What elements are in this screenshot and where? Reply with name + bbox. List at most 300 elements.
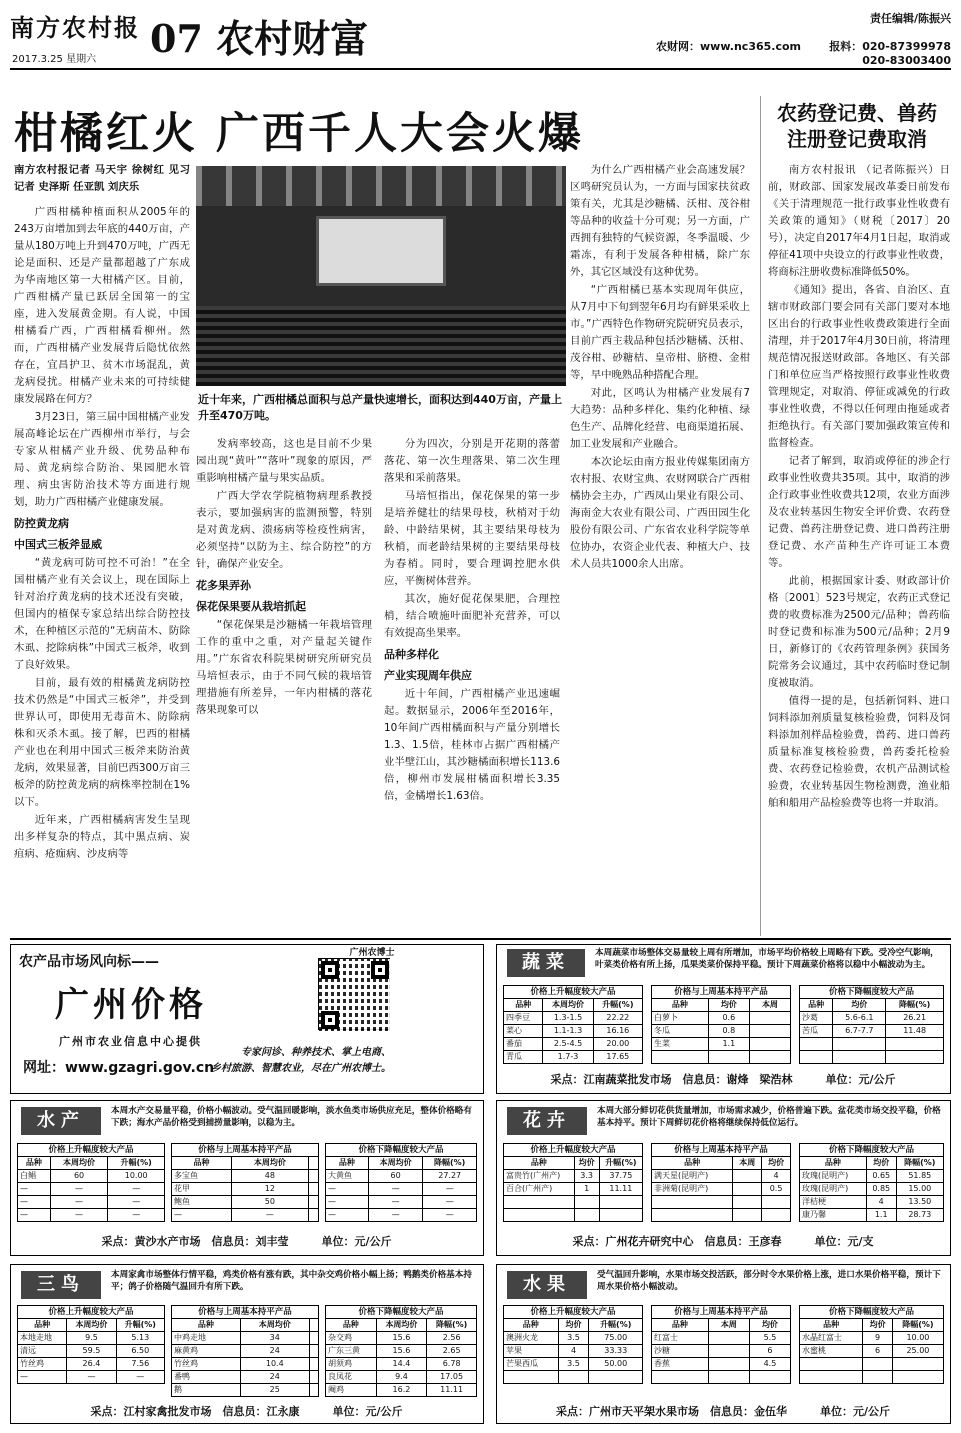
table-row [800, 1358, 944, 1371]
table-cell: 胡须鸡 [326, 1358, 377, 1371]
photo-caption: 近十年来，广西柑橘总面积与总产量快速增长，面积达到440万亩，产量上升至470万吨。 [198, 393, 562, 422]
market-aquatic [10, 1100, 484, 1256]
article-column-2 [196, 436, 372, 934]
table-cell [558, 1371, 589, 1384]
table-cell: 0.85 [866, 1183, 896, 1196]
price-table [651, 998, 791, 1064]
table-cell: 5.5 [749, 1332, 790, 1345]
table-row [172, 1358, 319, 1371]
table-row [504, 1345, 643, 1358]
poultry-note: 本周家禽市场整体行情平稳，鸡类价格有涨有跌，其中杂交鸡价格小幅上扬；鸭鹅类价格基本持平；鸽子价格随气温回升有所下跌。 [111, 1270, 472, 1292]
column-header: 本周 [733, 1157, 762, 1170]
table-cell: — [50, 1183, 108, 1196]
table-row [504, 1012, 643, 1025]
column-header: 升幅(%) [116, 1319, 164, 1332]
column-header: 本周 [708, 1319, 749, 1332]
table-cell: 康乃馨 [800, 1209, 867, 1222]
table-cell: 10.4 [240, 1358, 309, 1371]
table-cell [652, 1209, 733, 1222]
table-cell: 1.1-1.3 [543, 1025, 593, 1038]
aqua-table-flat [171, 1143, 319, 1222]
flower-footer: 采点：广州花卉研究中心 信息员：王彦春 单位：元/支 [572, 1235, 874, 1248]
table-cell [652, 1051, 709, 1064]
table-cell [708, 1358, 749, 1371]
price-table [651, 1156, 791, 1222]
table-row [18, 1183, 165, 1196]
table-row [172, 1332, 319, 1345]
table-cell: 37.75 [599, 1170, 642, 1183]
section-number: 07 [150, 16, 203, 61]
market-fruit [496, 1264, 951, 1424]
market-poultry [10, 1264, 484, 1424]
table-cell: 1.3-1.5 [543, 1012, 593, 1025]
table-cell: 满天星(昆明产) [652, 1170, 733, 1183]
veg-footer: 采点：江南蔬菜批发市场 信息员：谢烽 梁浩林 单位：元/公斤 [550, 1073, 896, 1086]
table-cell: — [368, 1183, 423, 1196]
table-cell: 沙葛 [800, 1012, 833, 1025]
table-cell: 14.4 [376, 1358, 427, 1371]
table-cell: 10.00 [108, 1170, 165, 1183]
fruit-note: 受气温回升影响，水果市场交投活跃，部分时令水果价格上涨，进口水果价格平稳，预计下周水果价格小幅波动。 [597, 1270, 941, 1292]
paragraph: 对此，区鸣认为柑橘产业发展有7大趋势：品种多样化、集约化种植、绿色生产、品牌化经营、电商渠道拓展、加工业发展和产业融合。 [570, 387, 750, 450]
column-header: 品种 [800, 1319, 863, 1332]
column-header: 降幅(%) [896, 1157, 943, 1170]
table-cell [574, 1209, 599, 1222]
table-cell: 27.27 [423, 1170, 477, 1183]
side-headline-line-1: 农药登记费、兽药 [777, 101, 937, 125]
table-cell: 番茄 [504, 1038, 543, 1051]
table-cell: 16.2 [376, 1384, 427, 1397]
table-cell: 25 [240, 1384, 309, 1397]
section-divider [10, 938, 951, 940]
table-cell: 杂交鸡 [326, 1332, 377, 1345]
table-cell: 菜心 [504, 1025, 543, 1038]
column-header: 本周均价 [368, 1157, 423, 1170]
market-vegetables [496, 944, 951, 1094]
column-header: 升幅(%) [589, 1319, 643, 1332]
column-header: 本周 [749, 999, 790, 1012]
subhead: 花多果弄孙 [196, 579, 251, 592]
poultry-table-flat [171, 1305, 319, 1397]
table-cell: 1 [574, 1183, 599, 1196]
table-cell: 3.3 [574, 1170, 599, 1183]
hotline-2: 020-83003400 [862, 54, 951, 67]
table-cell: 7.56 [116, 1358, 164, 1371]
table-cell: 鲍鱼 [172, 1196, 232, 1209]
table-cell: 麻黄鸡 [172, 1345, 241, 1358]
table-cell [599, 1209, 642, 1222]
table-row [800, 1183, 944, 1196]
price-table [799, 1318, 944, 1384]
table-cell: 50.00 [589, 1358, 643, 1371]
table-cell: 广东三黄 [326, 1345, 377, 1358]
table-cell [308, 1183, 318, 1196]
masthead [10, 8, 951, 70]
table-cell: 9 [863, 1332, 893, 1345]
table-cell: 16.16 [593, 1025, 642, 1038]
column-header: 均价 [833, 999, 886, 1012]
column-header: 本周均价 [50, 1157, 108, 1170]
table-cell: 17.05 [427, 1371, 477, 1384]
poultry-table-up [17, 1305, 165, 1384]
price-table [171, 1318, 319, 1397]
table-cell: 水蜜桃 [800, 1345, 863, 1358]
column-header: 品种 [326, 1319, 377, 1332]
qr-code[interactable] [318, 958, 390, 1030]
table-cell [652, 1196, 733, 1209]
table-cell [308, 1196, 318, 1209]
table-cell: 5.13 [116, 1332, 164, 1345]
table-row [652, 1170, 791, 1183]
table-cell [749, 1371, 790, 1384]
table-cell: 13.50 [896, 1196, 943, 1209]
column-header: 品种 [652, 1157, 733, 1170]
table-cell: 冬瓜 [652, 1025, 709, 1038]
table-cell [762, 1196, 791, 1209]
table-row [18, 1209, 165, 1222]
poultry-footer: 采点：江村家禽批发市场 信息员：江永康 单位：元/公斤 [90, 1405, 403, 1418]
aqua-table-down [325, 1143, 477, 1222]
column-header: 升幅(%) [108, 1157, 165, 1170]
table-caption: 价格上升幅度较大产品 [503, 1305, 643, 1318]
table-cell [708, 1051, 749, 1064]
flower-tag: 花卉 [507, 1107, 587, 1135]
column-header: 品种 [652, 1319, 709, 1332]
table-cell: 11.11 [599, 1183, 642, 1196]
promo-slogan-1: 专家问诊、种养技术、掌上电商、 [241, 1047, 391, 1058]
table-cell: — [18, 1183, 51, 1196]
table-cell [309, 1332, 318, 1345]
table-cell: 5.6-6.1 [833, 1012, 886, 1025]
table-cell [733, 1209, 762, 1222]
table-header-row [800, 1157, 944, 1170]
table-caption: 价格下降幅度较大产品 [325, 1305, 477, 1318]
fruit-table-up [503, 1305, 643, 1384]
table-cell [863, 1358, 893, 1371]
table-cell [749, 1038, 790, 1051]
table-row [18, 1332, 165, 1345]
table-row [504, 1025, 643, 1038]
table-cell: 1.1 [708, 1038, 749, 1051]
table-cell: 白鲳 [18, 1170, 51, 1183]
promo-website[interactable]: 网址：www.gzagri.gov.cn [23, 1060, 215, 1076]
market-flowers [496, 1100, 951, 1256]
table-row [326, 1358, 477, 1371]
table-cell: 75.00 [589, 1332, 643, 1345]
table-cell: — [232, 1209, 309, 1222]
table-header-row [18, 1157, 165, 1170]
table-cell: 6.50 [116, 1345, 164, 1358]
column-header: 均价 [866, 1157, 896, 1170]
table-cell: 本地走地 [18, 1332, 67, 1345]
table-row [652, 1345, 791, 1358]
table-row [18, 1358, 165, 1371]
table-header-row [172, 1319, 319, 1332]
paragraph: 为什么广西柑橘产业会高速发展？区鸣研究员认为，一方面与国家扶贫政策有关，尤其是沙糖橘、沃柑、茂谷柑等品种的收益十分可观；另一方面，广西拥有独特的气候资源，冬季温暖、少霜冻，有利于发展各种柑橘，除广东外，其它区域没有这种优势。 [570, 164, 750, 278]
table-row [326, 1183, 477, 1196]
side-headline-line-2: 注册登记费取消 [787, 127, 927, 151]
table-cell [733, 1170, 762, 1183]
table-cell: 1.7-3 [543, 1051, 593, 1064]
table-row [326, 1196, 477, 1209]
table-row [800, 1196, 944, 1209]
column-header: 升幅(%) [599, 1157, 642, 1170]
table-cell [886, 1038, 944, 1051]
table-cell: 4.5 [749, 1358, 790, 1371]
table-cell: 芒果西瓜 [504, 1358, 559, 1371]
column-header: 均价 [708, 999, 749, 1012]
table-cell [708, 1332, 749, 1345]
table-cell: 6.7-7.7 [833, 1025, 886, 1038]
table-cell: 洋桔梗 [800, 1196, 867, 1209]
table-row [172, 1345, 319, 1358]
table-cell: 15.6 [376, 1345, 427, 1358]
table-row [652, 1332, 791, 1345]
table-cell: 阉鸡 [326, 1384, 377, 1397]
column-header: 本周均价 [376, 1319, 427, 1332]
table-row [172, 1183, 319, 1196]
table-row [504, 1371, 643, 1384]
table-row [172, 1209, 319, 1222]
table-row [172, 1371, 319, 1384]
table-cell: 17.65 [593, 1051, 642, 1064]
veg-table-down [799, 985, 944, 1064]
table-cell [504, 1196, 575, 1209]
table-cell: 0.65 [866, 1170, 896, 1183]
promo-slogan-2: 乡村旅游、智慧农业，尽在广州农博士。 [211, 1063, 391, 1074]
table-cell [504, 1209, 575, 1222]
table-cell: 竹丝鸡 [172, 1358, 241, 1371]
paragraph: “广西柑橘已基本实现周年供应，从7月中下旬到翌年6月均有鲜果采收上市。”广西特色作物研究院研究员表示，目前广西主栽品种包括沙糖橘、沃柑、茂谷柑、砂糖桔、皇帝柑、脐橙、金柑等，早中晚熟品种搭配合理。 [570, 284, 750, 381]
column-header: 品种 [172, 1319, 241, 1332]
fruit-table-flat [651, 1305, 791, 1384]
fruit-tag: 水果 [507, 1271, 587, 1299]
table-cell: 60 [368, 1170, 423, 1183]
table-cell [733, 1183, 762, 1196]
table-cell: 1.1 [866, 1209, 896, 1222]
table-cell: — [423, 1196, 477, 1209]
column-header: 品种 [800, 1157, 867, 1170]
table-cell: 12 [232, 1183, 309, 1196]
article-column-4 [570, 162, 750, 934]
side-headline [762, 100, 952, 152]
aqua-note: 本周水产交易量平稳，价格小幅波动。受气温回暖影响，淡水鱼类市场供应充足，整体价格略有下跌；海水产品价格受到捕捞量影响，以稳为主。 [111, 1106, 472, 1128]
table-cell: 澳洲火龙 [504, 1332, 559, 1345]
table-cell [800, 1358, 863, 1371]
table-cell: 6 [863, 1345, 893, 1358]
column-header: 品种 [504, 1319, 559, 1332]
table-cell: 白萝卜 [652, 1012, 709, 1025]
column-header: 品种 [504, 999, 543, 1012]
table-cell: 51.85 [896, 1170, 943, 1183]
table-cell: 26.4 [67, 1358, 116, 1371]
table-cell: — [18, 1371, 67, 1384]
table-cell [308, 1170, 318, 1183]
price-table [503, 1156, 643, 1222]
paragraph: 分为四次，分别是开花期的落蕾落花、第一次生理落果、第二次生理落果和采前落果。 [384, 438, 560, 484]
poultry-table-down [325, 1305, 477, 1397]
table-cell [749, 1025, 790, 1038]
table-cell: — [108, 1209, 165, 1222]
column-header: 本周均价 [232, 1157, 309, 1170]
table-header-row [326, 1157, 477, 1170]
subhead: 中国式三板斧显威 [14, 538, 102, 551]
table-row [504, 1038, 643, 1051]
table-cell: 4 [762, 1170, 791, 1183]
column-header: 品种 [504, 1157, 575, 1170]
table-cell: 15.6 [376, 1332, 427, 1345]
table-cell: — [67, 1371, 116, 1384]
paper-name: 南方农村报 [10, 13, 140, 42]
table-row [800, 1170, 944, 1183]
table-caption: 价格下降幅度较大产品 [799, 985, 944, 998]
table-cell [800, 1371, 863, 1384]
table-cell [708, 1371, 749, 1384]
column-header: 本周均价 [240, 1319, 309, 1332]
table-cell: 4 [866, 1196, 896, 1209]
table-row [652, 1038, 791, 1051]
aqua-footer: 采点：黄沙水产市场 信息员：刘丰莹 单位：元/公斤 [101, 1235, 392, 1248]
table-cell: 花甲 [172, 1183, 232, 1196]
table-row [652, 1025, 791, 1038]
table-cell: 59.5 [67, 1345, 116, 1358]
table-cell: 6.78 [427, 1358, 477, 1371]
column-header: 均价 [762, 1157, 791, 1170]
column-header: 品种 [800, 999, 833, 1012]
table-cell: 24 [240, 1345, 309, 1358]
table-row [172, 1196, 319, 1209]
table-cell [762, 1209, 791, 1222]
qr-label: 广州农博士 [349, 948, 395, 958]
article-column-1 [14, 162, 190, 934]
table-caption: 价格与上周基本持平产品 [651, 1305, 791, 1318]
table-cell: — [18, 1196, 51, 1209]
price-table [651, 1318, 791, 1384]
table-cell: 9.5 [67, 1332, 116, 1345]
promo-title: 广州价格 [55, 985, 207, 1025]
price-table [503, 998, 643, 1064]
paragraph: 目前，最有效的柑橘黄龙病防控技术仍然是“中国式三板斧”，并受到世界认可，即使用无毒苗木、防除病株和灭杀木虱。接了解，巴西的柑橘产业也在利用中国式三板斧来防治黄龙病，效果显著，目前巴西300万亩三板斧的防控黄龙病的病株率控制在1%以下。 [14, 677, 190, 808]
table-cell: — [50, 1196, 108, 1209]
table-cell: — [326, 1183, 369, 1196]
table-cell [749, 1051, 790, 1064]
table-header-row [504, 1157, 643, 1170]
paragraph: 广西柑橘种植面积从2005年的243万亩增加到去年底的440万亩，产量从180万吨上升到470万吨，广西无论是面积、还是产量都超越了广东成为华南地区第一大柑橘产区。目前，广西柑橘产量已跃居全国第一的宝座，进入发展黄金期。有人说，中国柑橘看广西，广西柑橘看柳州。然而，广西柑橘产业发展背后隐忧依然存在，宜昌护卫、贫木市场混乱，黄龙病侵扰。柑橘产业未来的可持续健康发展路在何方？ [14, 206, 190, 405]
table-cell: 60 [50, 1170, 108, 1183]
table-header-row [652, 1319, 791, 1332]
table-row [800, 1371, 944, 1384]
hotline: 报料：020-87399978 [829, 40, 951, 53]
column-header [309, 1319, 318, 1332]
table-cell [589, 1371, 643, 1384]
table-cell: — [116, 1371, 164, 1384]
table-cell: — [50, 1209, 108, 1222]
price-table [503, 1318, 643, 1384]
table-cell: 青瓜 [504, 1051, 543, 1064]
table-cell: 9.4 [376, 1371, 427, 1384]
table-cell: 红富士 [652, 1332, 709, 1345]
section-title [150, 8, 368, 63]
table-row [800, 1012, 944, 1025]
subhead: 品种多样化 [384, 648, 439, 661]
column-header: 均价 [863, 1319, 893, 1332]
price-table [17, 1318, 165, 1384]
table-row [326, 1332, 477, 1345]
table-caption: 价格上升幅度较大产品 [17, 1305, 165, 1318]
subhead: 产业实现周年供应 [384, 669, 472, 682]
promo-provider: 广州市农业信息中心提供 [59, 1035, 202, 1048]
table-caption: 价格与上周基本持平产品 [651, 985, 791, 998]
price-promo [10, 944, 484, 1094]
table-row [800, 1025, 944, 1038]
flower-note: 本周大部分鲜切花供货量增加，市场需求减少，价格普遍下跌。盆花类市场交投平稳，价格基本持平。预计下周鲜切花价格将继续保持低位运行。 [597, 1106, 941, 1128]
table-cell [309, 1371, 318, 1384]
column-header: 本周均价 [67, 1319, 116, 1332]
column-header: 品种 [652, 999, 709, 1012]
subhead: 保花保果要从栽培抓起 [196, 600, 306, 613]
table-cell: — [423, 1209, 477, 1222]
paper-date: 2017.3.25 星期六 [12, 54, 97, 65]
table-header-row [800, 999, 944, 1012]
price-table [17, 1156, 165, 1222]
table-cell [599, 1196, 642, 1209]
table-cell: 非洲菊(昆明产) [652, 1183, 733, 1196]
paragraph: 记者了解到，取消或停征的涉企行政事业性收费共35项。其中，取消的涉企行政事业性收费共12项，农业方面涉及农业转基因生物安全评价费、农药登记费、兽药注册登记费、进口兽药注册登记费、水产苗种生产许可证工本费等。 [768, 455, 950, 569]
table-cell: 清远 [18, 1345, 67, 1358]
column-header: 本周均价 [543, 999, 593, 1012]
table-cell [800, 1038, 833, 1051]
table-cell: 50 [232, 1196, 309, 1209]
price-table [799, 1156, 944, 1222]
table-row [652, 1358, 791, 1371]
paragraph: 马培恒指出，保花保果的第一步是培养健壮的结果母枝，秋梢对于幼龄、中龄结果树，其主要结果母枝为秋梢，而老龄结果树的主要结果母枝为春梢。同时，要合理调控肥水供应，平衡树体营养。 [384, 490, 560, 587]
table-cell [708, 1345, 749, 1358]
table-cell: 2.65 [427, 1345, 477, 1358]
column-header: 品种 [18, 1319, 67, 1332]
column-header: 品种 [18, 1157, 51, 1170]
table-cell: 3.5 [558, 1358, 589, 1371]
table-cell: 28.73 [896, 1209, 943, 1222]
column-rule [760, 96, 761, 936]
veg-table-flat [651, 985, 791, 1064]
table-cell: 11.48 [886, 1025, 944, 1038]
article-column-5 [768, 162, 950, 934]
table-cell: 良凤花 [326, 1371, 377, 1384]
column-header: 均价 [574, 1157, 599, 1170]
table-cell [309, 1345, 318, 1358]
column-header [308, 1157, 318, 1170]
flower-table-up [503, 1143, 643, 1222]
table-cell: 中鸡走地 [172, 1332, 241, 1345]
table-row [800, 1345, 944, 1358]
table-cell: 水晶红富士 [800, 1332, 863, 1345]
table-cell: 10.00 [892, 1332, 943, 1345]
table-cell: 生菜 [652, 1038, 709, 1051]
table-row [326, 1345, 477, 1358]
byline: 南方农村报记者 马天宇 徐树红 见习记者 史泽斯 任亚凯 刘庆乐 [14, 164, 190, 193]
table-row [18, 1371, 165, 1384]
fruit-footer: 采点：广州市天平架水果市场 信息员：金伍华 单位：元/公斤 [555, 1405, 890, 1418]
paragraph: “黄龙病可防可控不可治！”在全国柑橘产业有关会议上，现在国际上针对治疗黄龙病的技术还没有突破，但国内的植保专家总结出综合防控技术，在种植区示范的“无病苗木、防除木虱、挖除病株”中国式三板斧，收到了良好效果。 [14, 557, 190, 671]
table-cell: — [326, 1209, 369, 1222]
price-table [325, 1318, 477, 1397]
table-caption: 价格与上周基本持平产品 [651, 1143, 791, 1156]
table-cell: 2.56 [427, 1332, 477, 1345]
table-cell [652, 1371, 709, 1384]
table-cell [733, 1196, 762, 1209]
website[interactable]: 农财网：www.nc365.com [656, 40, 801, 53]
table-cell [892, 1371, 943, 1384]
